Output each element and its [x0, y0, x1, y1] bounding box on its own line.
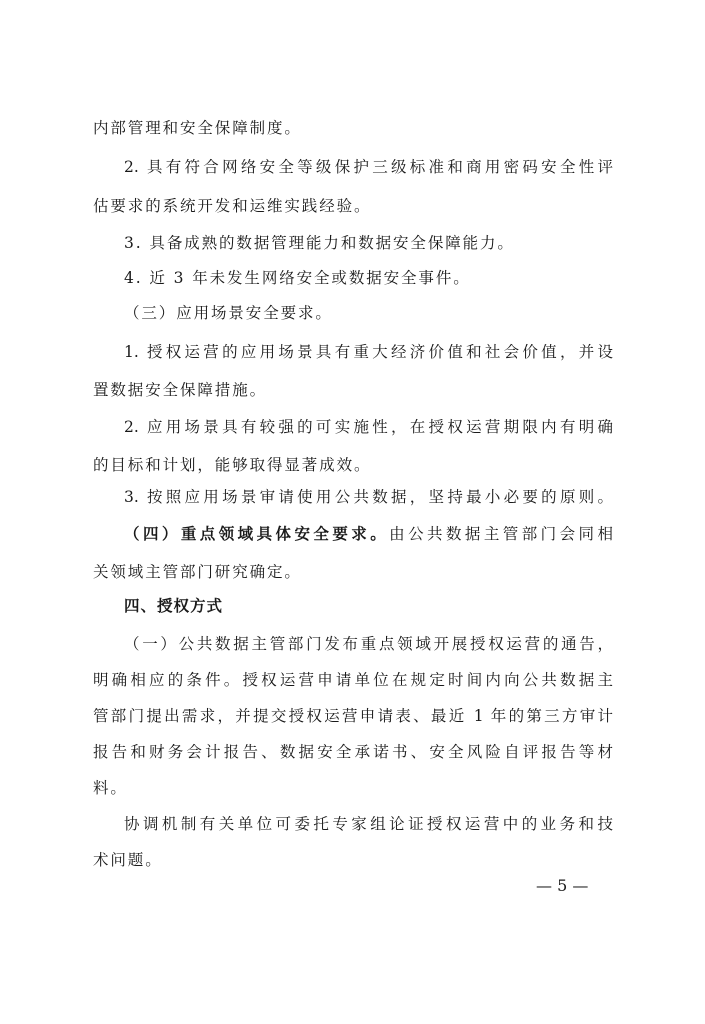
- bold-lead-in: （四）重点领域具体安全要求。: [124, 524, 390, 543]
- section-subheading: （三）应用场景安全要求。: [124, 304, 333, 322]
- page-number: — 5 —: [536, 876, 589, 895]
- text-line: 明确相应的条件。授权运营申请单位在规定时间内向公共数据主: [93, 671, 613, 689]
- text-line: （一）公共数据主管部门发布重点领域开展授权运营的通告，: [124, 635, 613, 653]
- text-line: 3. 按照应用场景审请使用公共数据，坚持最小必要的原则。: [124, 488, 613, 506]
- text-line: 协调机制有关单位可委托专家组论证授权运营中的业务和技: [124, 815, 613, 833]
- text-line: 4. 近 3 年未发生网络安全或数据安全事件。: [124, 269, 471, 287]
- text-line: 置数据安全保障措施。: [93, 381, 268, 399]
- text-line: 2. 具有符合网络安全等级保护三级标准和商用密码安全性评: [124, 158, 613, 176]
- text-line: 2. 应用场景具有较强的可实施性，在授权运营期限内有明确: [124, 418, 613, 436]
- text-line: 报告和财务会计报告、数据安全承诺书、安全风险自评报告等材: [93, 743, 613, 761]
- section-heading: 四、授权方式: [124, 597, 224, 615]
- text-line: 料。: [93, 779, 128, 797]
- section-subheading-bold: （四）重点领域具体安全要求。由公共数据主管部门会同相: [124, 524, 613, 543]
- text-line: 3. 具备成熟的数据管理能力和数据安全保障能力。: [124, 234, 515, 252]
- text-line: 的目标和计划，能够取得显著成效。: [93, 456, 372, 474]
- text-line: 估要求的系统开发和运维实践经验。: [93, 197, 372, 215]
- text-line: 关领域主管部门研究确定。: [93, 563, 302, 581]
- text-line: 术问题。: [93, 851, 163, 869]
- text-line: 内部管理和安全保障制度。: [93, 119, 302, 137]
- text-line: 1. 授权运营的应用场景具有重大经济价值和社会价值，并设: [124, 343, 613, 361]
- text-line: 管部门提出需求，并提交授权运营申请表、最近 1 年的第三方审计: [93, 707, 613, 725]
